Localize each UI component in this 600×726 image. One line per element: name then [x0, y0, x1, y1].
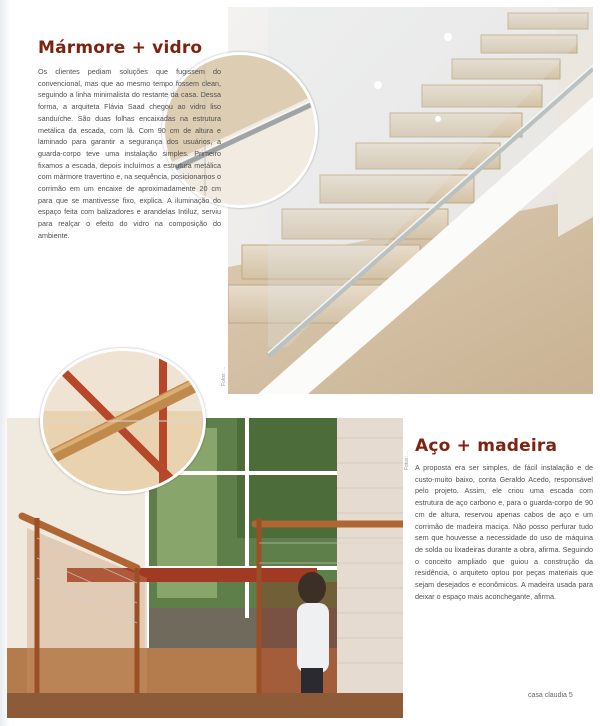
- wood-photo-credit: Fotos: ...: [404, 450, 410, 470]
- page-footer: casa claudia 5: [528, 692, 573, 699]
- marble-section-title: Mármore + vidro: [38, 38, 203, 58]
- wood-section-title: Aço + madeira: [415, 436, 558, 456]
- marble-photo-credit: Fotos: ...: [221, 366, 227, 386]
- wood-section-body: A proposta era ser simples, de fácil instalação e de custo-muito baixo, conta Geraldo Acedo, responsável pelo projeto. Assim, ele criou uma escada com estrutura de aço carbono e, para o guarda-corpo de 90 cm de altura, reservou apenas cabos de aço e um corrimão de madeira maciça. Não posso perfurar tudo sem que houvesse a necessidade do uso de máquina de solda ou lixadeiras durante a obra, afirma. Seguindo o conceito ampliado que guiou a construção da residência, o arquiteto optou por peças materiais que sejam desejados e econômicos. A madeira usada para deixar o espaço mais aconchegante, afirma.: [415, 463, 593, 601]
- handrail-detail-inset: [40, 348, 206, 494]
- marble-section-body: Os clientes pediam soluções que fugissem do convencional, mas que ao mesmo tempo fossem clean, seguindo a linha minimalista do restante da casa. Dessa forma, a arquiteta Flávia Saad chegou ao vidro liso sanduíche. São duas folhas encaixadas na estrutura metálica da escada, com lâ. Com 90 cm de altura e laminado para garantir a segurança dos usuários, a guarda-corpo teve uma instalação simples. Primeiro fixamos a escada, depois incluímos a estrutura metálica com mármore travertino e, na sequência, posicionamos o corrimão em um encaixe de aproximadamente 20 cm para que se mantivesse fixo, explica. A iluminação do espaço feita com balizadores e arandelas Intiluz, serviu para realçar o efeito do vidro na composição do ambiente.: [38, 67, 221, 240]
